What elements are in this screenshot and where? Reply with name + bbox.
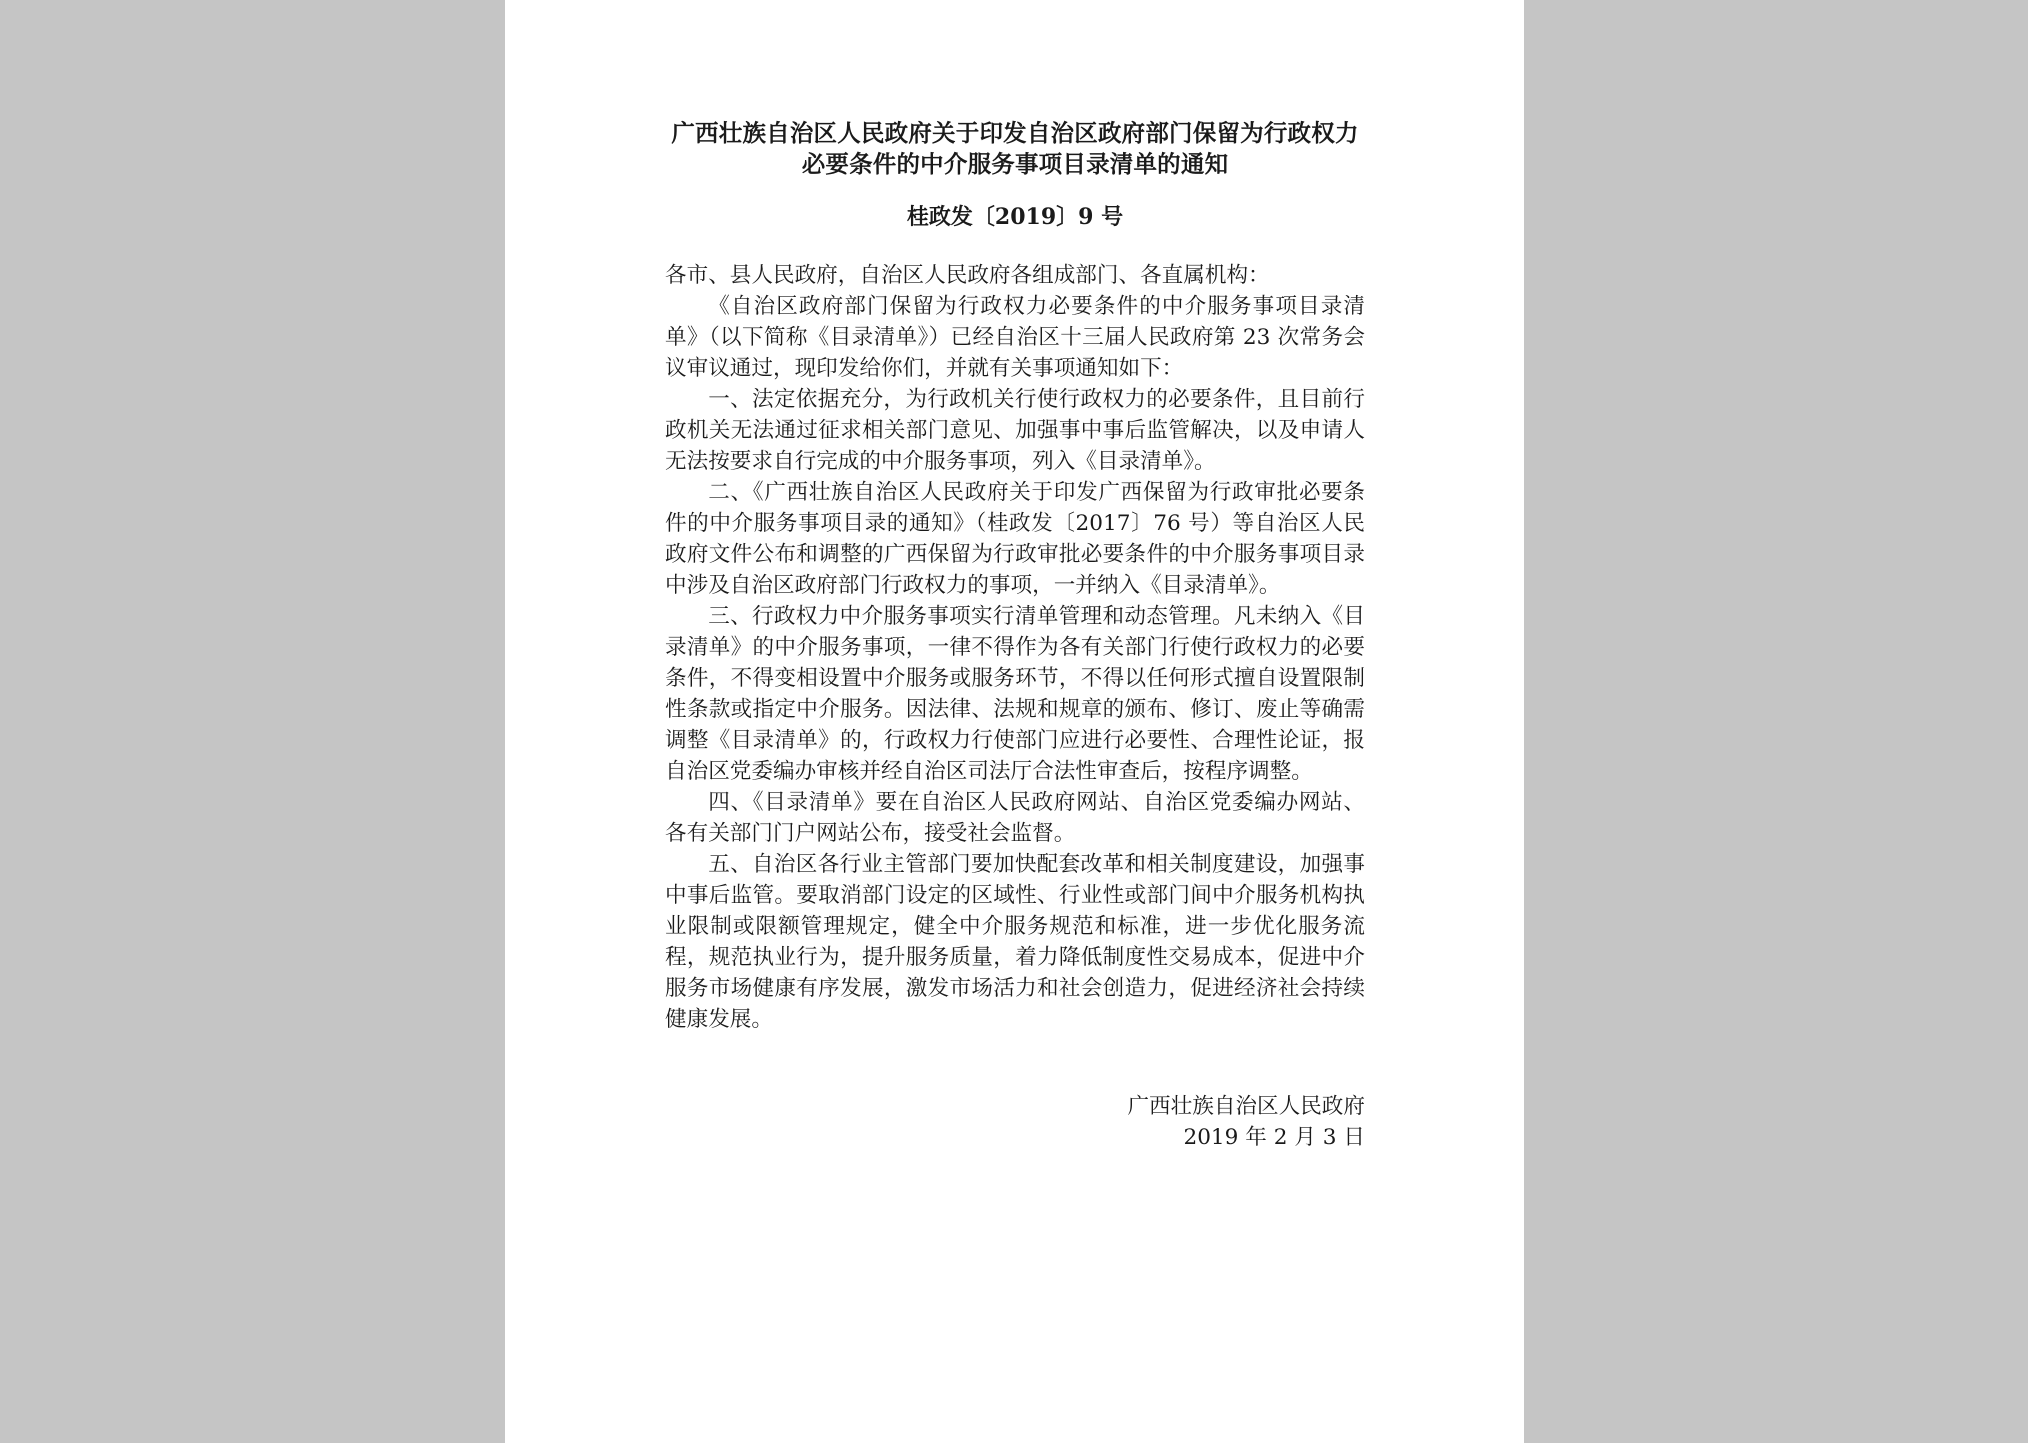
document-body — [665, 260, 1365, 1035]
document-page — [505, 0, 1524, 1443]
paragraph-3: 三、行政权力中介服务事项实行清单管理和动态管理。凡未纳入《目录清单》的中介服务事项，一律不得作为各有关部门行使行政权力的必要条件，不得变相设置中介服务或服务环节，不得以任何形式擅自设置限制性条款或指定中介服务。因法律、法规和规章的颁布、修订、废止等确需调整《目录清单》的，行政权力行使部门应进行必要性、合理性论证，报自治区党委编办审核并经自治区司法厅合法性审查后，按程序调整。 — [665, 604, 1365, 784]
document-content — [665, 118, 1365, 1161]
document-number: 桂政发〔2019〕9 号 — [906, 204, 1124, 230]
signature-block — [665, 1091, 1365, 1161]
salutation: 各市、县人民政府，自治区人民政府各组成部门、各直属机构： — [665, 263, 1270, 288]
document-title — [665, 118, 1365, 180]
paragraph-intro: 《自治区政府部门保留为行政权力必要条件的中介服务事项目录清单》（以下简称《目录清单》）已经自治区十三届人民政府第 23 次常务会议审议通过，现印发给你们，并就有关事项通知如下： — [665, 294, 1365, 381]
paragraph-5: 五、自治区各行业主管部门要加快配套改革和相关制度建设，加强事中事后监管。要取消部门设定的区域性、行业性或部门间中介服务机构执业限制或限额管理规定，健全中介服务规范和标准，进一步优化服务流程，规范执业行为，提升服务质量，着力降低制度性交易成本，促进中介服务市场健康有序发展，激发市场活力和社会创造力，促进经济社会持续健康发展。 — [665, 852, 1365, 1032]
title-line-2: 必要条件的中介服务事项目录清单的通知 — [801, 150, 1229, 178]
signature-date: 2019 年 2 月 3 日 — [1183, 1125, 1365, 1150]
paragraph-4: 四、《目录清单》要在自治区人民政府网站、自治区党委编办网站、各有关部门门户网站公布，接受社会监督。 — [665, 790, 1365, 846]
paragraph-1: 一、法定依据充分，为行政机关行使行政权力的必要条件，且目前行政机关无法通过征求相关部门意见、加强事中事后监管解决，以及申请人无法按要求自行完成的中介服务事项，列入《目录清单》。 — [665, 387, 1365, 474]
signature-organization: 广西壮族自治区人民政府 — [1127, 1094, 1365, 1119]
title-line-1: 广西壮族自治区人民政府关于印发自治区政府部门保留为行政权力 — [671, 119, 1359, 147]
paragraph-2: 二、《广西壮族自治区人民政府关于印发广西保留为行政审批必要条件的中介服务事项目录的通知》（桂政发〔2017〕76 号）等自治区人民政府文件公布和调整的广西保留为行政审批必要条件的中介服务事项目录中涉及自治区政府部门行政权力的事项，一并纳入《目录清单》。 — [665, 480, 1365, 598]
